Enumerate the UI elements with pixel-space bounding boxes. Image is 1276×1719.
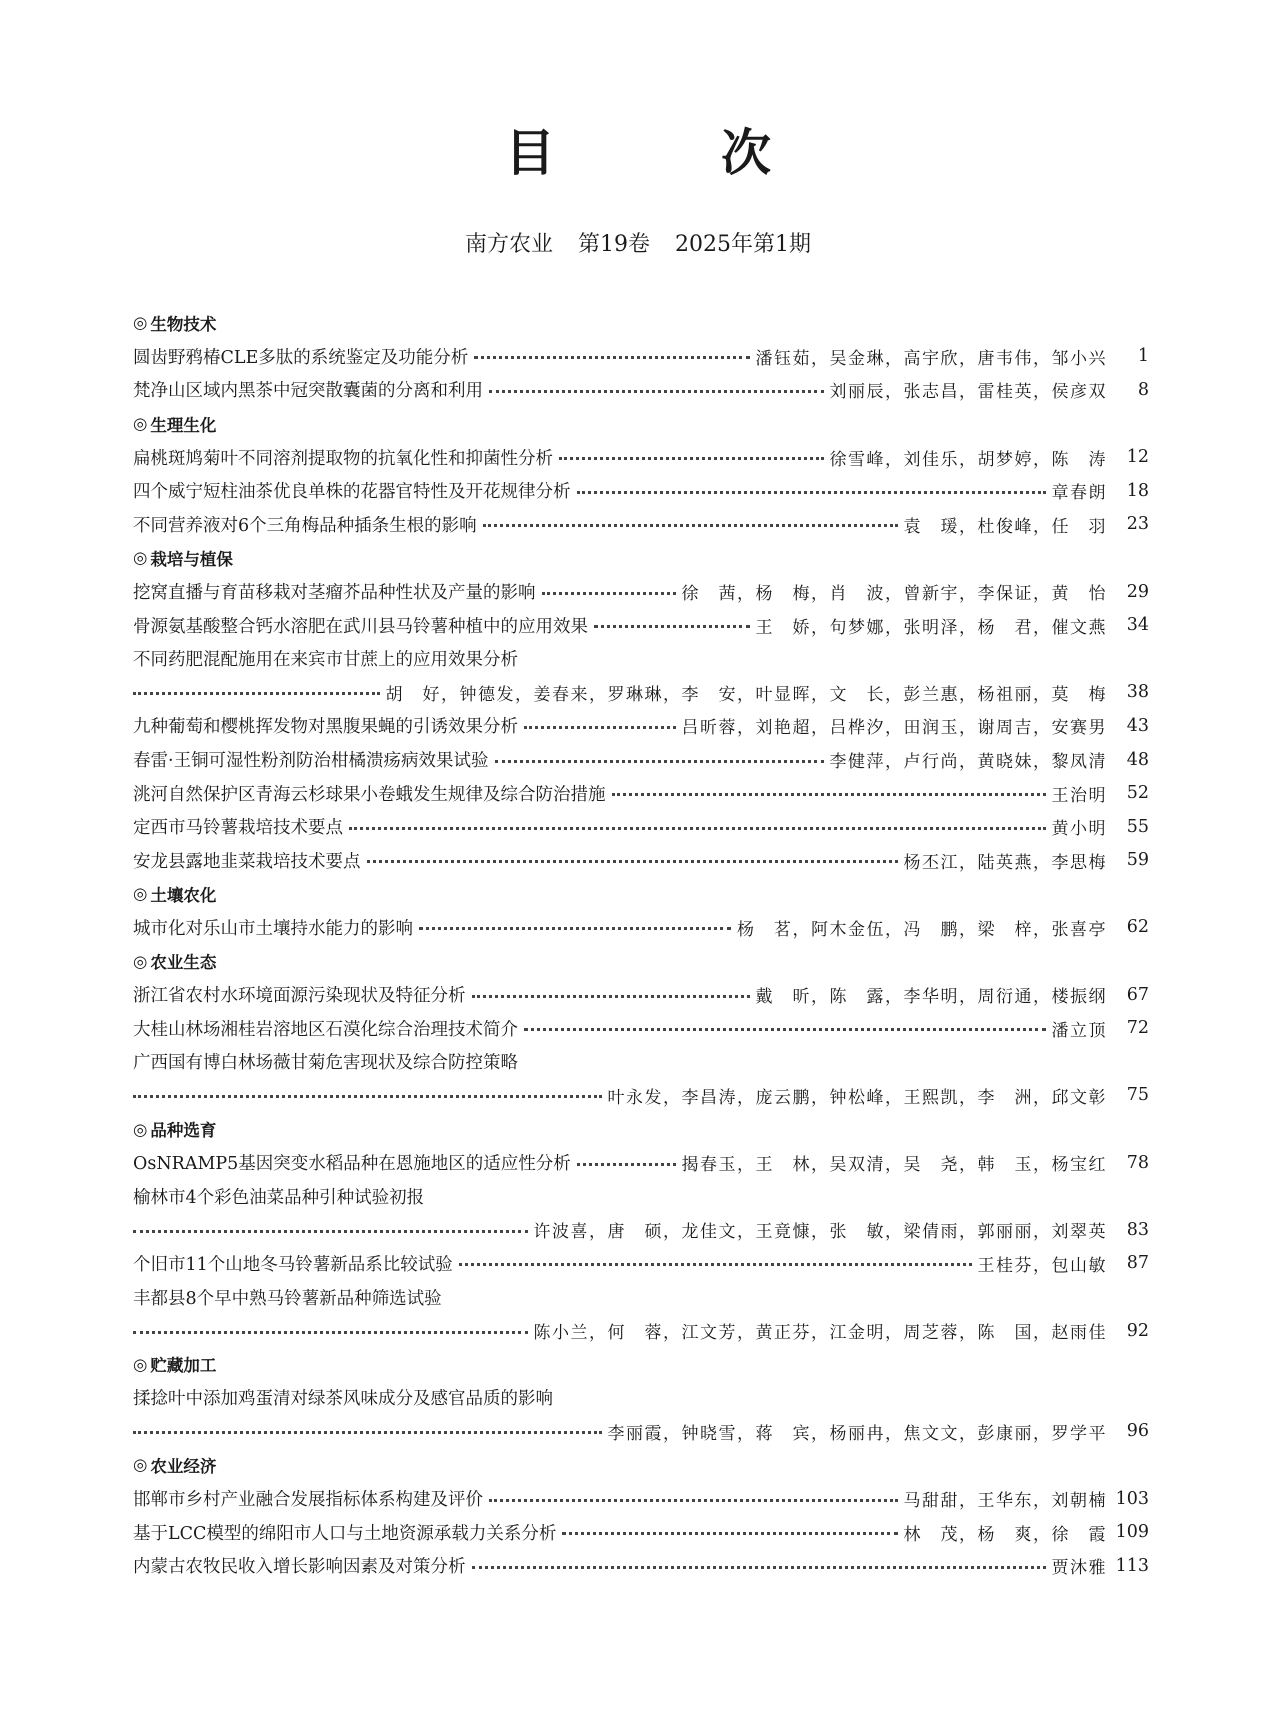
entry-page: 62 bbox=[1126, 917, 1149, 938]
entry-authors: 吕昕蓉，刘艳超，吕桦汐，田润玉，谢周吉，安赛男 bbox=[681, 718, 1107, 739]
dot-leader bbox=[474, 355, 749, 359]
entry-authors: 王 娇，句梦娜，张明泽，杨 君，催文燕 bbox=[755, 617, 1107, 638]
entry-authors: 王治明 bbox=[1051, 785, 1107, 806]
dot-leader bbox=[524, 1027, 1046, 1031]
entry-authors: 王桂芬，包山敏 bbox=[977, 1255, 1107, 1276]
section-heading bbox=[133, 944, 1149, 978]
entry-title: 圆齿野鸦椿CLE多肽的系统鉴定及功能分析 bbox=[133, 347, 469, 368]
dot-leader bbox=[133, 691, 380, 695]
dot-leader bbox=[133, 1330, 528, 1334]
section-heading bbox=[133, 407, 1149, 441]
entry-page: 96 bbox=[1126, 1421, 1149, 1442]
toc-entry[interactable] bbox=[133, 1515, 1149, 1549]
toc-entry-author-line[interactable] bbox=[133, 1079, 1149, 1113]
entry-authors: 贾沐雅 bbox=[1051, 1558, 1107, 1579]
entry-page: 103 bbox=[1115, 1488, 1149, 1509]
dot-leader bbox=[577, 490, 1046, 494]
dot-leader bbox=[133, 1430, 602, 1434]
entry-title: 挖窝直播与育苗移栽对茎瘤芥品种性状及产量的影响 bbox=[133, 583, 536, 604]
section-marker-icon: ◎ bbox=[133, 1119, 148, 1139]
entry-page: 113 bbox=[1115, 1555, 1149, 1576]
dot-leader bbox=[489, 1498, 898, 1502]
toc-entry[interactable] bbox=[133, 810, 1149, 844]
entry-authors: 袁 瑗，杜俊峰，任 羽 bbox=[903, 516, 1107, 537]
toc-entry[interactable] bbox=[133, 911, 1149, 945]
toc-entry[interactable] bbox=[133, 373, 1149, 407]
toc-entry-author-line[interactable] bbox=[133, 1415, 1149, 1449]
entry-authors: 林 茂，杨 爽，徐 霞 bbox=[903, 1524, 1107, 1545]
journal-volume: 第19卷 bbox=[578, 232, 650, 257]
dot-leader bbox=[524, 725, 676, 729]
entry-title: 定西市马铃薯栽培技术要点 bbox=[133, 818, 343, 839]
entry-title: 安龙县露地韭菜栽培技术要点 bbox=[133, 851, 361, 872]
toc-entry-title-line[interactable] bbox=[133, 1280, 1149, 1314]
toc-entry[interactable] bbox=[133, 743, 1149, 777]
dot-leader bbox=[612, 792, 1046, 796]
entry-authors: 陈小兰，何 蓉，江文芳，黄正芬，江金明，周芝蓉，陈 国，赵雨佳 bbox=[533, 1323, 1107, 1344]
toc-entry[interactable] bbox=[133, 508, 1149, 542]
section-marker-icon: ◎ bbox=[133, 313, 148, 333]
entry-title: OsNRAMP5基因突变水稻品种在恩施地区的适应性分析 bbox=[133, 1154, 571, 1175]
dot-leader bbox=[349, 826, 1046, 830]
section-marker-icon: ◎ bbox=[133, 884, 148, 904]
dot-leader bbox=[577, 1162, 676, 1166]
entry-authors: 徐 茜，杨 梅，肖 波，曾新宇，李保证，黄 怡 bbox=[681, 584, 1107, 605]
section-label: 贮藏加工 bbox=[150, 1356, 217, 1376]
toc-entry-title-line[interactable] bbox=[133, 642, 1149, 676]
entry-page: 29 bbox=[1126, 581, 1149, 602]
entry-title: 丰都县8个早中熟马铃薯新品种筛选试验 bbox=[133, 1288, 442, 1309]
toc-entry[interactable] bbox=[133, 1011, 1149, 1045]
section-heading bbox=[133, 877, 1149, 911]
entry-title: 扁桃斑鸠菊叶不同溶剂提取物的抗氧化性和抑菌性分析 bbox=[133, 448, 553, 469]
toc-entry[interactable] bbox=[133, 340, 1149, 374]
dot-leader bbox=[472, 1565, 1046, 1569]
entry-authors: 戴 昕，陈 露，李华明，周衍通，楼振纲 bbox=[755, 987, 1107, 1008]
entry-authors: 马甜甜，王华东，刘朝楠 bbox=[903, 1491, 1107, 1512]
section-label: 生物技术 bbox=[150, 314, 217, 334]
toc-entry-author-line[interactable] bbox=[133, 676, 1149, 710]
entry-authors: 许波喜，唐 硕，龙佳文，王竟慷，张 敏，梁倩雨，郭丽丽，刘翠英 bbox=[533, 1222, 1107, 1243]
entry-authors: 黄小明 bbox=[1051, 819, 1107, 840]
toc-entry[interactable] bbox=[133, 1549, 1149, 1583]
entry-title: 个旧市11个山地冬马铃薯新品系比较试验 bbox=[133, 1254, 453, 1275]
entry-title: 城市化对乐山市土壤持水能力的影响 bbox=[133, 918, 413, 939]
entry-page: 34 bbox=[1126, 615, 1149, 636]
section-heading bbox=[133, 1347, 1149, 1381]
dot-leader bbox=[133, 1229, 528, 1233]
dot-leader bbox=[489, 389, 824, 393]
entry-title: 大桂山林场湘桂岩溶地区石漠化综合治理技术简介 bbox=[133, 1019, 518, 1040]
section-marker-icon: ◎ bbox=[133, 1354, 148, 1374]
toc-entry[interactable] bbox=[133, 575, 1149, 609]
entry-authors: 章春朗 bbox=[1051, 483, 1107, 504]
entry-authors: 潘钰茹，吴金琳，高宇欣，唐韦伟，邹小兴 bbox=[755, 348, 1107, 369]
section-heading bbox=[133, 1448, 1149, 1482]
entry-authors: 杨 茗，阿木金伍，冯 鹏，梁 梓，张喜亭 bbox=[737, 919, 1107, 940]
toc-entry-title-line[interactable] bbox=[133, 1045, 1149, 1079]
entry-authors: 刘丽辰，张志昌，雷桂英，侯彦双 bbox=[829, 382, 1107, 403]
toc-entry-title-line[interactable] bbox=[133, 1179, 1149, 1213]
entry-title: 不同营养液对6个三角梅品种插条生根的影响 bbox=[133, 515, 477, 536]
journal-info bbox=[0, 234, 1276, 256]
toc-entry-author-line[interactable] bbox=[133, 1213, 1149, 1247]
entry-page: 52 bbox=[1126, 783, 1149, 804]
toc-entry-author-line[interactable] bbox=[133, 1314, 1149, 1348]
toc-entry[interactable] bbox=[133, 776, 1149, 810]
page-title: 目 次 bbox=[505, 124, 829, 182]
entry-page: 87 bbox=[1126, 1253, 1149, 1274]
section-heading bbox=[133, 1112, 1149, 1146]
dot-leader bbox=[367, 859, 898, 863]
toc-entry[interactable] bbox=[133, 440, 1149, 474]
entry-page: 59 bbox=[1126, 850, 1149, 871]
entry-page: 78 bbox=[1126, 1152, 1149, 1173]
section-label: 品种选育 bbox=[150, 1121, 217, 1141]
toc-entry[interactable] bbox=[133, 474, 1149, 508]
entry-page: 48 bbox=[1126, 749, 1149, 770]
dot-leader bbox=[594, 624, 750, 628]
entry-authors: 李丽霞，钟晓雪，蒋 宾，杨丽冉，焦文文，彭康丽，罗学平 bbox=[607, 1423, 1107, 1444]
entry-page: 67 bbox=[1126, 984, 1149, 1005]
entry-authors: 胡 好，钟德发，姜春来，罗琳琳，李 安，叶显晖，文 长，彭兰惠，杨祖丽，莫 梅 bbox=[385, 684, 1107, 705]
toc-entry[interactable] bbox=[133, 1482, 1149, 1516]
entry-title: 揉捻叶中添加鸡蛋清对绿茶风味成分及感官品质的影响 bbox=[133, 1389, 553, 1410]
dot-leader bbox=[419, 926, 731, 930]
entry-page: 38 bbox=[1126, 682, 1149, 703]
entry-page: 109 bbox=[1115, 1522, 1149, 1543]
toc-entry[interactable] bbox=[133, 1247, 1149, 1281]
section-label: 农业生态 bbox=[150, 953, 217, 973]
toc-entry[interactable] bbox=[133, 709, 1149, 743]
entry-page: 12 bbox=[1126, 447, 1149, 468]
journal-name: 南方农业 bbox=[464, 232, 553, 257]
entry-title: 基于LCC模型的绵阳市人口与土地资源承载力关系分析 bbox=[133, 1523, 557, 1544]
dot-leader bbox=[472, 994, 750, 998]
entry-title: 九种葡萄和樱桃挥发物对黑腹果蝇的引诱效果分析 bbox=[133, 717, 518, 738]
entry-title: 广西国有博白林场薇甘菊危害现状及综合防控策略 bbox=[133, 1053, 518, 1074]
table-of-contents bbox=[133, 306, 1149, 1583]
section-marker-icon: ◎ bbox=[133, 548, 148, 568]
entry-authors: 杨丕江，陆英燕，李思梅 bbox=[903, 852, 1107, 873]
entry-title: 邯郸市乡村产业融合发展指标体系构建及评价 bbox=[133, 1490, 483, 1511]
entry-page: 1 bbox=[1137, 346, 1149, 367]
toc-entry-title-line[interactable] bbox=[133, 1381, 1149, 1415]
entry-page: 43 bbox=[1126, 715, 1149, 736]
entry-page: 18 bbox=[1126, 480, 1149, 501]
entry-page: 72 bbox=[1126, 1018, 1149, 1039]
entry-authors: 叶永发，李昌涛，庞云鹏，钟松峰，王熙凯，李 洲，邱文彰 bbox=[607, 1087, 1107, 1108]
section-heading bbox=[133, 541, 1149, 575]
dot-leader bbox=[495, 759, 824, 763]
section-marker-icon: ◎ bbox=[133, 414, 148, 434]
section-label: 栽培与植保 bbox=[150, 549, 233, 569]
entry-title: 榆林市4个彩色油菜品种引种试验初报 bbox=[133, 1187, 425, 1208]
entry-title: 不同药肥混配施用在来宾市甘蔗上的应用效果分析 bbox=[133, 650, 518, 671]
entry-title: 内蒙古农牧民收入增长影响因素及对策分析 bbox=[133, 1557, 466, 1578]
section-label: 土壤农化 bbox=[150, 885, 217, 905]
entry-authors: 揭春玉，王 林，吴双清，吴 尧，韩 玉，杨宝红 bbox=[681, 1155, 1107, 1176]
entry-title: 四个威宁短柱油茶优良单株的花器官特性及开花规律分析 bbox=[133, 482, 571, 503]
entry-title: 梵净山区域内黑茶中冠突散囊菌的分离和利用 bbox=[133, 381, 483, 402]
entry-page: 92 bbox=[1126, 1320, 1149, 1341]
journal-issue: 2025年第1期 bbox=[675, 232, 811, 257]
dot-leader bbox=[542, 591, 676, 595]
entry-page: 55 bbox=[1126, 816, 1149, 837]
toc-entry[interactable] bbox=[133, 844, 1149, 878]
dot-leader bbox=[559, 456, 824, 460]
toc-entry[interactable] bbox=[133, 608, 1149, 642]
section-marker-icon: ◎ bbox=[133, 1455, 148, 1475]
toc-entry[interactable] bbox=[133, 978, 1149, 1012]
dot-leader bbox=[562, 1531, 897, 1535]
entry-authors: 徐雪峰，刘佳乐，胡梦婷，陈 涛 bbox=[829, 449, 1107, 470]
entry-page: 75 bbox=[1126, 1085, 1149, 1106]
section-heading bbox=[133, 306, 1149, 340]
toc-entry[interactable] bbox=[133, 1146, 1149, 1180]
entry-page: 83 bbox=[1126, 1219, 1149, 1240]
section-marker-icon: ◎ bbox=[133, 951, 148, 971]
entry-title: 洮河自然保护区青海云杉球果小卷蛾发生规律及综合防治措施 bbox=[133, 784, 606, 805]
entry-title: 春雷·王铜可湿性粉剂防治柑橘溃疡病效果试验 bbox=[133, 751, 489, 772]
entry-title: 骨源氨基酸整合钙水溶肥在武川县马铃薯种植中的应用效果 bbox=[133, 616, 588, 637]
entry-page: 23 bbox=[1126, 514, 1149, 535]
dot-leader bbox=[133, 1094, 602, 1098]
entry-title: 浙江省农村水环境面源污染现状及特征分析 bbox=[133, 986, 466, 1007]
section-label: 农业经济 bbox=[150, 1456, 217, 1476]
dot-leader bbox=[483, 523, 898, 527]
section-label: 生理生化 bbox=[150, 415, 217, 435]
entry-authors: 潘立顶 bbox=[1051, 1020, 1107, 1041]
entry-authors: 李健萍，卢行尚，黄晓妹，黎凤清 bbox=[829, 752, 1107, 773]
entry-page: 8 bbox=[1137, 379, 1149, 400]
dot-leader bbox=[459, 1262, 972, 1266]
